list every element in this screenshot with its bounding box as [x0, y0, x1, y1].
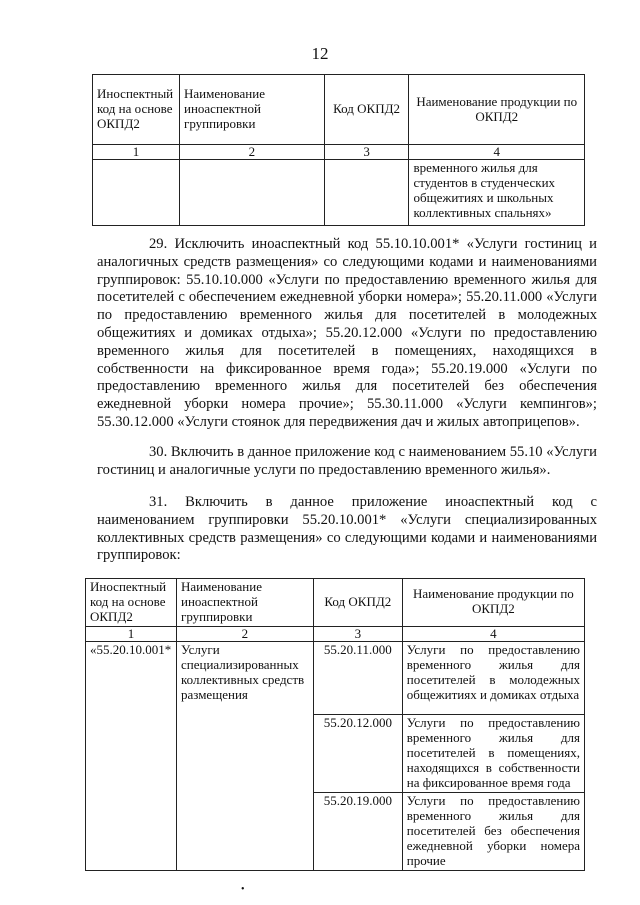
table-continuation [92, 74, 585, 226]
okpd-code-cell: 55.20.19.000 [313, 792, 402, 870]
col-number: 2 [176, 626, 313, 641]
header-group-name: Наименование иноаспектной группировки [179, 75, 324, 145]
table-cell [93, 160, 180, 226]
group-name-cell: Услуги специализированных коллективных средств размещения [176, 641, 313, 870]
table-cell [179, 160, 324, 226]
paragraph-29: 29. Исключить иноаспектный код 55.10.10.001* «Услуги гостиниц и аналогичных средств размещения» со следующими кодами и наименованиями группировок: 55.10.10.000 «Услуги по предоставлению временного жилья для посетителей с обеспечением ежедневной уборки номера»; 55.20.11.000 «Услуги по предоставлению временного жилья для посетителей в молодежных общежитиях и домиках отдыха»; 55.20.12.000 «Услуги по предоставлению временного жилья для посетителей в помещениях, находящихся в собственности на фиксированное время года»; 55.20.19.000 «Услуги по предоставлению временного жилья для посетителей без обеспечения ежедневной уборки номера прочие»; 55.30.11.000 «Услуги кемпингов»; 55.30.12.000 «Услуги стоянок для передвижения дач и жилых автоприцепов». [97, 236, 597, 430]
col-number: 3 [313, 626, 402, 641]
table-cell [324, 160, 409, 226]
okpd-code-cell: 55.20.11.000 [313, 641, 402, 714]
product-name-cell: Услуги по предоставлению временного жилья для посетителей в молодежных общежитиях и домиках отдыха [402, 641, 584, 714]
table-cell-product: временного жилья для студентов в студенческих общежитиях и школьных коллективных спальнях» [409, 160, 585, 226]
header-code: Иноспектный код на основе ОКПД2 [86, 579, 177, 627]
header-okpd-code: Код ОКПД2 [324, 75, 409, 145]
header-okpd-code: Код ОКПД2 [313, 579, 402, 627]
col-number: 1 [93, 145, 180, 160]
header-product-name: Наименование продукции по ОКПД2 [409, 75, 585, 145]
header-code: Иноспектный код на основе ОКПД2 [93, 75, 180, 145]
okpd-code-cell: 55.20.12.000 [313, 714, 402, 792]
table-new-codes [85, 578, 585, 871]
product-name-cell: Услуги по предоставлению временного жилья для посетителей без обеспечения ежедневной уборки номера прочие [402, 792, 584, 870]
group-code-cell: «55.20.10.001* [86, 641, 177, 870]
page-number: 12 [311, 44, 329, 63]
col-number: 3 [324, 145, 409, 160]
header-group-name: Наименование иноаспектной группировки [176, 579, 313, 627]
product-name-cell: Услуги по предоставлению временного жилья для посетителей в помещениях, находящихся в собственности на фиксированное время года [402, 714, 584, 792]
col-number: 4 [402, 626, 584, 641]
header-product-name: Наименование продукции по ОКПД2 [402, 579, 584, 627]
paragraph-30: 30. Включить в данное приложение код с наименованием 55.10 «Услуги гостиниц и аналогичные услуги по предоставлению временного жилья». [97, 444, 597, 478]
col-number: 2 [179, 145, 324, 160]
col-number: 4 [409, 145, 585, 160]
footer-mark: • [241, 884, 245, 895]
col-number: 1 [86, 626, 177, 641]
paragraph-31: 31. Включить в данное приложение иноаспектный код с наименованием группировки 55.20.10.001* «Услуги специализированных коллективных средств размещения» со следующими кодами и наименованиями группировок: [97, 494, 597, 564]
